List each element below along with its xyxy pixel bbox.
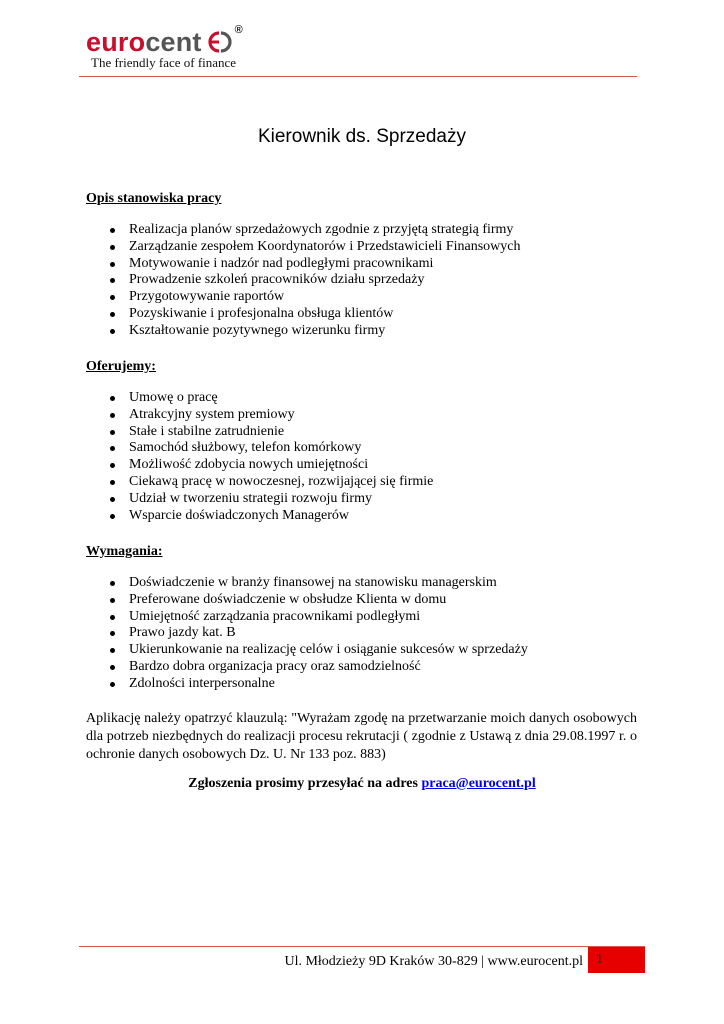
list-item-text: Możliwość zdobycia nowych umiejętności <box>129 457 369 473</box>
list-item <box>86 424 433 441</box>
list-item <box>86 508 433 525</box>
list-item <box>86 474 433 491</box>
bullet-icon <box>110 480 115 485</box>
page-title: Kierownik ds. Sprzedaży <box>257 126 467 147</box>
euro-symbol-icon <box>206 30 234 54</box>
list-item-text: Umowę o pracę <box>129 390 218 405</box>
offer-list <box>86 390 433 524</box>
list-item-text: Atrakcyjny system premiowy <box>129 406 295 422</box>
list-item-text: Kształtowanie pozytywnego wizerunku firmy <box>129 322 386 338</box>
bullet-icon <box>110 228 115 233</box>
list-item <box>86 592 528 609</box>
logo-wordmark-euro: euro <box>86 27 146 57</box>
list-item <box>86 491 433 508</box>
bullet-icon <box>110 598 115 603</box>
header-divider <box>79 76 637 77</box>
list-item-text: Wsparcie doświadczonych Managerów <box>129 507 350 523</box>
footer-address: Ul. Młodzieży 9D Kraków 30-829 | www.eurocent.pl <box>284 954 583 969</box>
list-item-text: Zarządzanie zespołem Koordynatorów i Przedstawicieli Finansowych <box>129 238 521 254</box>
list-item <box>86 222 520 239</box>
tagline: The friendly face of finance <box>91 55 237 70</box>
list-item-text: Realizacja planów sprzedażowych zgodnie z przyjętą strategią firmy <box>129 222 514 237</box>
section-heading-description: Opis stanowiska pracy <box>86 191 222 206</box>
list-item <box>86 323 520 340</box>
list-item-text: Ciekawą pracę w nowoczesnej, rozwijającej się firmie <box>129 473 434 489</box>
bullet-icon <box>110 312 115 317</box>
list-item-text: Bardzo dobra organizacja pracy oraz samodzielność <box>129 658 421 674</box>
requirements-list <box>86 575 528 693</box>
bullet-icon <box>110 245 115 250</box>
bullet-icon <box>110 648 115 653</box>
list-item-text: Umiejętność zarządzania pracownikami podległymi <box>129 608 421 624</box>
list-item <box>86 306 520 323</box>
list-item <box>86 676 528 693</box>
logo-wordmark <box>86 26 202 58</box>
list-item-text: Samochód służbowy, telefon komórkowy <box>129 440 362 456</box>
bullet-icon <box>110 329 115 334</box>
list-item-text: Prawo jazdy kat. B <box>129 625 236 641</box>
list-item-text: Preferowane doświadczenie w obsłudze Klienta w domu <box>129 591 447 607</box>
list-item-text: Przygotowywanie raportów <box>129 289 285 305</box>
footer-divider <box>79 946 645 947</box>
description-list <box>86 222 520 340</box>
list-item <box>86 407 433 424</box>
list-item <box>86 625 528 642</box>
list-item-text: Pozyskiwanie i profesjonalna obsługa klientów <box>129 305 394 321</box>
application-instructions <box>0 775 724 793</box>
bullet-icon <box>110 463 115 468</box>
list-item <box>86 659 528 676</box>
application-text: Zgłoszenia prosimy przesyłać na adres <box>188 776 422 791</box>
list-item <box>86 642 528 659</box>
bullet-icon <box>110 295 115 300</box>
list-item <box>86 457 433 474</box>
list-item <box>86 272 520 289</box>
list-item-text: Zdolności interpersonalne <box>129 675 275 691</box>
bullet-icon <box>110 631 115 636</box>
list-item-text: Ukierunkowanie na realizację celów i osiąganie sukcesów w sprzedaży <box>129 642 528 658</box>
registered-mark: ® <box>234 24 243 36</box>
list-item <box>86 390 433 407</box>
bullet-icon <box>110 446 115 451</box>
list-item-text: Doświadczenie w branży finansowej na stanowisku managerskim <box>129 575 497 590</box>
list-item-text: Udział w tworzeniu strategii rozwoju firmy <box>129 490 372 506</box>
list-item <box>86 575 528 592</box>
list-item <box>86 440 433 457</box>
bullet-icon <box>110 430 115 435</box>
bullet-icon <box>110 497 115 502</box>
bullet-icon <box>110 615 115 620</box>
list-item-text: Prowadzenie szkoleń pracowników działu sprzedaży <box>129 272 425 288</box>
consent-clause: Aplikację należy opatrzyć klauzulą: "Wyrażam zgodę na przetwarzanie moich danych osobowych dla potrzeb niezbędnych do realizacji procesu rekrutacji ( zgodnie z Ustawą z dnia 29.08.1997 r. o ochronie danych osobowych Dz. U. Nr 133 poz. 883) <box>86 711 637 762</box>
bullet-icon <box>110 682 115 687</box>
bullet-icon <box>110 262 115 267</box>
list-item <box>86 256 520 273</box>
list-item-text: Stałe i stabilne zatrudnienie <box>129 423 285 439</box>
bullet-icon <box>110 413 115 418</box>
email-link[interactable]: praca@eurocent.pl <box>421 776 536 791</box>
list-item <box>86 239 520 256</box>
bullet-icon <box>110 581 115 586</box>
bullet-icon <box>110 278 115 283</box>
bullet-icon <box>110 396 115 401</box>
section-heading-requirements: Wymagania: <box>86 544 163 559</box>
bullet-icon <box>110 514 115 519</box>
bullet-icon <box>110 665 115 670</box>
page-number: 1 <box>588 947 645 973</box>
section-heading-offer: Oferujemy: <box>86 359 156 374</box>
list-item <box>86 289 520 306</box>
logo-wordmark-cent: cent <box>145 27 202 57</box>
list-item <box>86 609 528 626</box>
list-item-text: Motywowanie i nadzór nad podległymi pracownikami <box>129 255 434 271</box>
